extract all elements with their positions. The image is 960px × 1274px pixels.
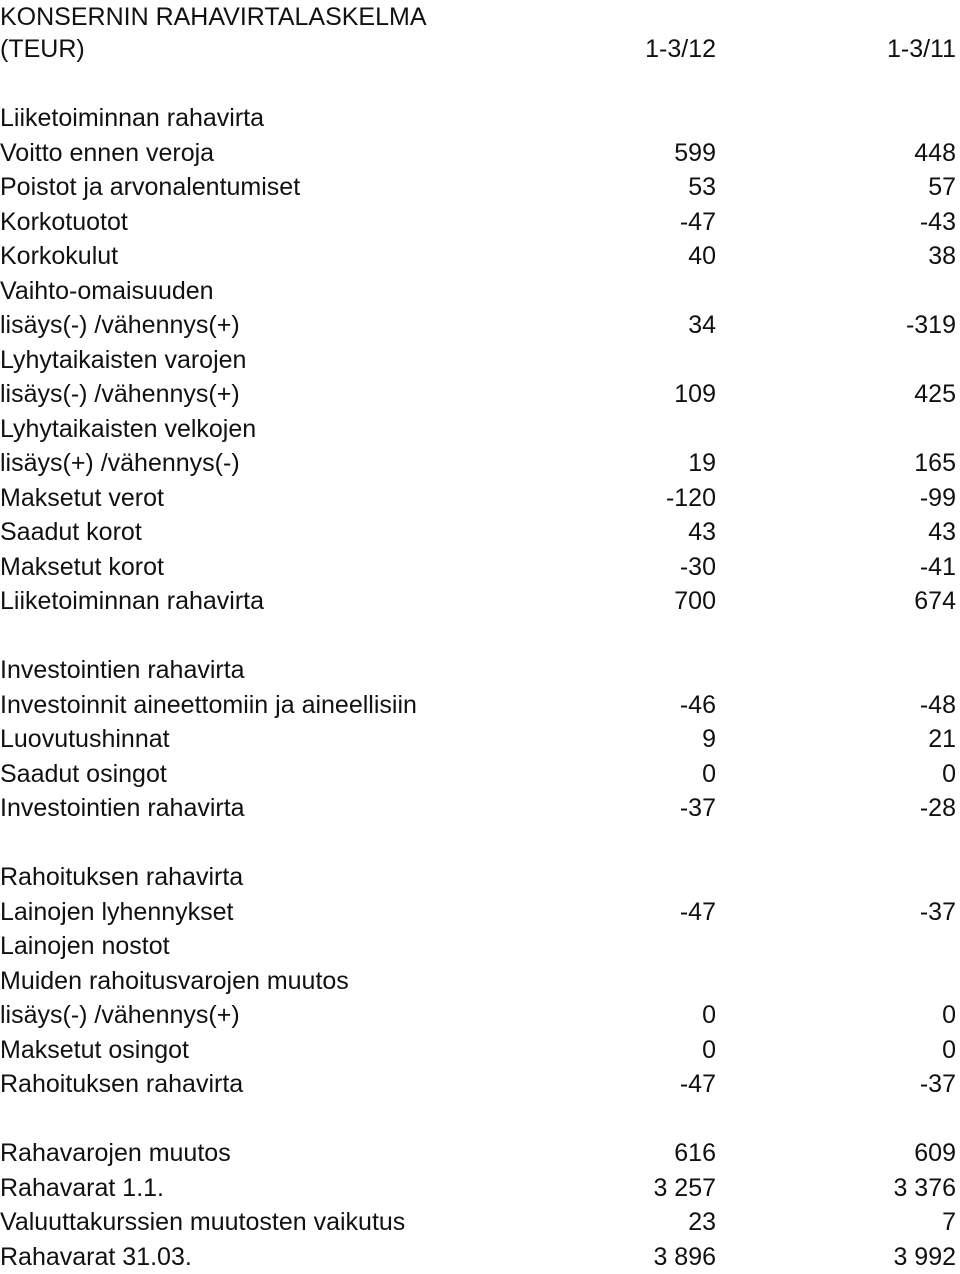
row-label: Muiden rahoitusvarojen muutos: [0, 964, 349, 999]
row-value-period-2: 57: [928, 170, 956, 205]
row-label: Luovutushinnat: [0, 722, 170, 757]
statement-row: [0, 791, 960, 826]
statement-row: [0, 515, 960, 550]
period-2-header: 1-3/11: [887, 32, 956, 67]
row-label: Valuuttakurssien muutosten vaikutus: [0, 1205, 405, 1240]
statement-row: [0, 1240, 960, 1274]
row-value-period-2: -41: [920, 550, 956, 585]
row-value-period-1: -46: [680, 688, 716, 723]
row-value-period-2: 3 992: [893, 1240, 956, 1274]
statement-row: [0, 170, 960, 205]
row-value-period-1: 109: [674, 377, 716, 412]
row-value-period-1: 0: [702, 998, 716, 1033]
row-value-period-1: 9: [702, 722, 716, 757]
row-value-period-1: -30: [680, 550, 716, 585]
statement-row: [0, 1136, 960, 1171]
row-value-period-2: 7: [942, 1205, 956, 1240]
row-value-period-2: 0: [942, 1033, 956, 1068]
row-value-period-1: 700: [674, 584, 716, 619]
row-value-period-1: 53: [688, 170, 716, 205]
row-value-period-2: -99: [920, 481, 956, 516]
row-label: Liiketoiminnan rahavirta: [0, 584, 264, 619]
row-value-period-2: 674: [914, 584, 956, 619]
row-value-period-2: 609: [914, 1136, 956, 1171]
row-value-period-2: 3 376: [893, 1171, 956, 1206]
row-value-period-2: 21: [928, 722, 956, 757]
row-label: Maksetut korot: [0, 550, 164, 585]
row-value-period-1: 0: [702, 1033, 716, 1068]
statement-row: [0, 136, 960, 171]
spacer-row: [0, 1102, 960, 1137]
row-label: Vaihto-omaisuuden: [0, 274, 214, 309]
row-value-period-2: -37: [920, 895, 956, 930]
row-value-period-2: 0: [942, 998, 956, 1033]
statement-row: [0, 274, 960, 309]
statement-row: [0, 653, 960, 688]
statement-row: [0, 929, 960, 964]
row-value-period-1: -47: [680, 1067, 716, 1102]
row-label: Investointien rahavirta: [0, 791, 245, 826]
row-value-period-1: 3 257: [653, 1171, 716, 1206]
statement-row: [0, 481, 960, 516]
row-value-period-2: -28: [920, 791, 956, 826]
row-label: Liiketoiminnan rahavirta: [0, 101, 264, 136]
statement-rows: [0, 67, 960, 1274]
row-label: Investoinnit aineettomiin ja aineellisiin: [0, 688, 417, 723]
row-label: Rahoituksen rahavirta: [0, 860, 243, 895]
statement-row: [0, 205, 960, 240]
row-label: lisäys(-) /vähennys(+): [0, 377, 240, 412]
row-value-period-2: -319: [906, 308, 956, 343]
statement-row: [0, 860, 960, 895]
unit-label: (TEUR): [0, 32, 85, 67]
row-label: lisäys(+) /vähennys(-): [0, 446, 240, 481]
statement-row: [0, 964, 960, 999]
row-value-period-1: 616: [674, 1136, 716, 1171]
row-label: Maksetut osingot: [0, 1033, 189, 1068]
statement-row: [0, 722, 960, 757]
row-label: Lainojen lyhennykset: [0, 895, 234, 930]
row-value-period-1: 34: [688, 308, 716, 343]
row-label: Poistot ja arvonalentumiset: [0, 170, 300, 205]
row-value-period-2: 425: [914, 377, 956, 412]
row-value-period-1: 19: [688, 446, 716, 481]
statement-row: [0, 377, 960, 412]
row-value-period-2: 43: [928, 515, 956, 550]
row-value-period-1: -47: [680, 205, 716, 240]
row-value-period-1: 0: [702, 757, 716, 792]
row-value-period-1: 599: [674, 136, 716, 171]
row-value-period-1: 43: [688, 515, 716, 550]
spacer-row: [0, 826, 960, 861]
statement-row: [0, 343, 960, 378]
row-value-period-1: -120: [666, 481, 716, 516]
row-label: Rahavarojen muutos: [0, 1136, 231, 1171]
statement-row: [0, 446, 960, 481]
row-value-period-2: -37: [920, 1067, 956, 1102]
statement-row: [0, 412, 960, 447]
row-label: Rahavarat 31.03.: [0, 1240, 192, 1274]
row-value-period-2: -48: [920, 688, 956, 723]
statement-row: [0, 1033, 960, 1068]
row-label: Saadut korot: [0, 515, 142, 550]
column-header-row: [0, 32, 960, 67]
statement-row: [0, 101, 960, 136]
statement-row: [0, 584, 960, 619]
row-label: Lainojen nostot: [0, 929, 170, 964]
statement-row: [0, 895, 960, 930]
statement-row: [0, 757, 960, 792]
row-value-period-1: -37: [680, 791, 716, 826]
row-value-period-1: 40: [688, 239, 716, 274]
row-value-period-2: 165: [914, 446, 956, 481]
row-label: Korkokulut: [0, 239, 118, 274]
statement-row: [0, 239, 960, 274]
statement-row: [0, 1171, 960, 1206]
row-value-period-2: -43: [920, 205, 956, 240]
row-label: Investointien rahavirta: [0, 653, 245, 688]
row-value-period-2: 448: [914, 136, 956, 171]
row-value-period-2: 38: [928, 239, 956, 274]
row-label: Rahavarat 1.1.: [0, 1171, 164, 1206]
statement-row: [0, 998, 960, 1033]
row-label: lisäys(-) /vähennys(+): [0, 998, 240, 1033]
statement-row: [0, 1067, 960, 1102]
row-label: Lyhytaikaisten velkojen: [0, 412, 256, 447]
row-value-period-1: 23: [688, 1205, 716, 1240]
spacer-row: [0, 67, 960, 102]
row-label: Voitto ennen veroja: [0, 136, 214, 171]
row-label: Maksetut verot: [0, 481, 164, 516]
spacer-row: [0, 619, 960, 654]
row-label: Lyhytaikaisten varojen: [0, 343, 246, 378]
row-label: Korkotuotot: [0, 205, 128, 240]
row-label: Saadut osingot: [0, 757, 167, 792]
cash-flow-statement: [0, 32, 960, 1274]
period-1-header: 1-3/12: [645, 32, 716, 67]
row-label: lisäys(-) /vähennys(+): [0, 308, 240, 343]
statement-row: [0, 308, 960, 343]
statement-row: [0, 688, 960, 723]
row-label: Rahoituksen rahavirta: [0, 1067, 243, 1102]
statement-row: [0, 1205, 960, 1240]
statement-row: [0, 550, 960, 585]
row-value-period-1: -47: [680, 895, 716, 930]
document-title: KONSERNIN RAHAVIRTALASKELMA: [0, 0, 427, 34]
row-value-period-2: 0: [942, 757, 956, 792]
row-value-period-1: 3 896: [653, 1240, 716, 1274]
